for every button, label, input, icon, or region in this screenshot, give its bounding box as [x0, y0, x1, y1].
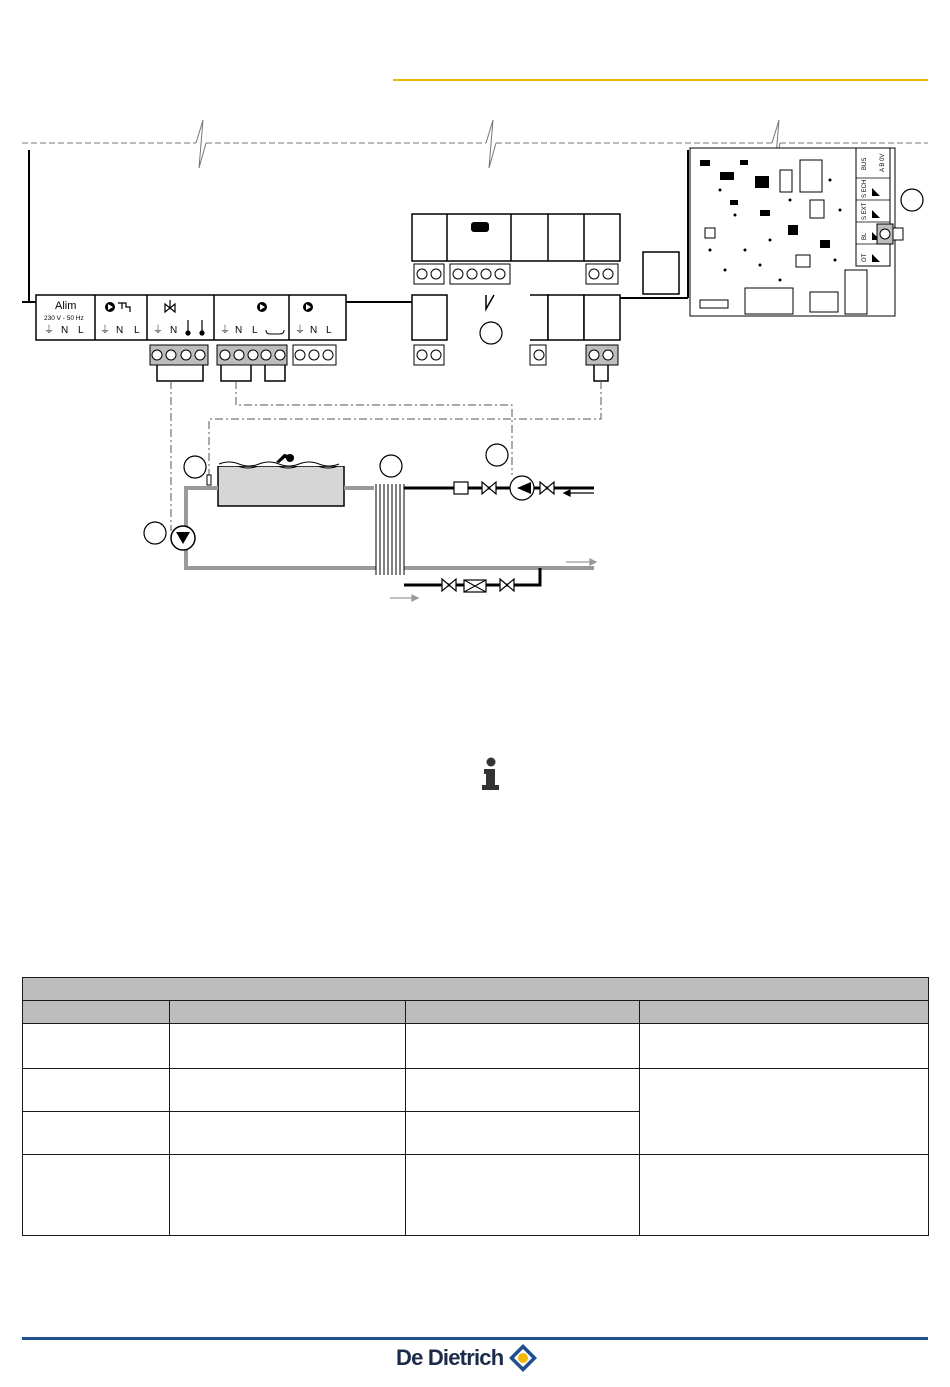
heat-exchanger [376, 484, 404, 575]
pcb-s-ech: S ECH [862, 179, 868, 198]
table-cell [640, 1069, 929, 1155]
table-header-cell [170, 1001, 406, 1024]
gnd-4: ⏚ [220, 325, 230, 336]
table-cell [640, 1024, 929, 1069]
table-cell [23, 1024, 170, 1069]
table-header-cell [640, 1001, 929, 1024]
pump-icon [105, 302, 115, 312]
l-4: L [252, 325, 258, 336]
n-3: N [170, 325, 178, 336]
table-row [23, 1155, 929, 1236]
pcb-ot: OT [862, 253, 868, 262]
pcb-bus: BUS [862, 157, 868, 170]
table-cell [170, 1112, 406, 1155]
pump-icon-3 [303, 302, 313, 312]
module-bottom [412, 295, 620, 340]
pcb-board [690, 148, 923, 316]
table-cell [23, 1112, 170, 1155]
wiring-diagram [0, 0, 950, 640]
brand-diamond-icon [507, 1342, 539, 1374]
callout-pool [184, 456, 206, 478]
n-5: N [310, 325, 318, 336]
table-header-cell [406, 1001, 640, 1024]
table-cell [23, 1155, 170, 1236]
table-cell [640, 1155, 929, 1236]
n-1: N [61, 325, 69, 336]
callout-exchanger [380, 455, 402, 477]
table-row [23, 1069, 929, 1112]
gnd-5: ⏚ [295, 325, 305, 336]
alim-label: Alim [55, 300, 77, 312]
pump-icon-2 [257, 302, 267, 312]
l-2: L [134, 325, 140, 336]
alim-voltage: 230 V - 50 Hz [44, 315, 84, 322]
l-1: L [78, 325, 84, 336]
callout-circle-pcb [901, 189, 923, 211]
parameter-table [22, 977, 929, 1236]
callout-primary-pump [486, 444, 508, 466]
n-4: N [235, 325, 243, 336]
table-cell [23, 1069, 170, 1112]
table-cell [170, 1069, 406, 1112]
pcb-s-ext: S EXT [862, 202, 868, 220]
primary-valves [442, 476, 554, 592]
n-2: N [116, 325, 124, 336]
pcb-bus-sub: A B 0V [880, 153, 886, 172]
table-cell [170, 1155, 406, 1236]
table-cell [406, 1024, 640, 1069]
table-cell [406, 1069, 640, 1112]
gnd-3: ⏚ [153, 325, 163, 336]
table-cell [406, 1112, 640, 1155]
pool [217, 460, 347, 506]
table-title [23, 978, 929, 1001]
table-header-cell [23, 1001, 170, 1024]
module-top [412, 214, 620, 261]
gnd-1: ⏚ [44, 325, 54, 336]
callout-pump [144, 522, 166, 544]
table-cell [406, 1155, 640, 1236]
brand-name: De Dietrich [396, 1345, 504, 1370]
brand-logo [396, 1340, 539, 1376]
info-icon [478, 757, 504, 791]
table-row [23, 1024, 929, 1069]
l-5: L [326, 325, 332, 336]
table-cell [170, 1024, 406, 1069]
pcb-bl: BL [862, 232, 868, 240]
gnd-2: ⏚ [100, 325, 110, 336]
callout-circle [480, 322, 502, 344]
